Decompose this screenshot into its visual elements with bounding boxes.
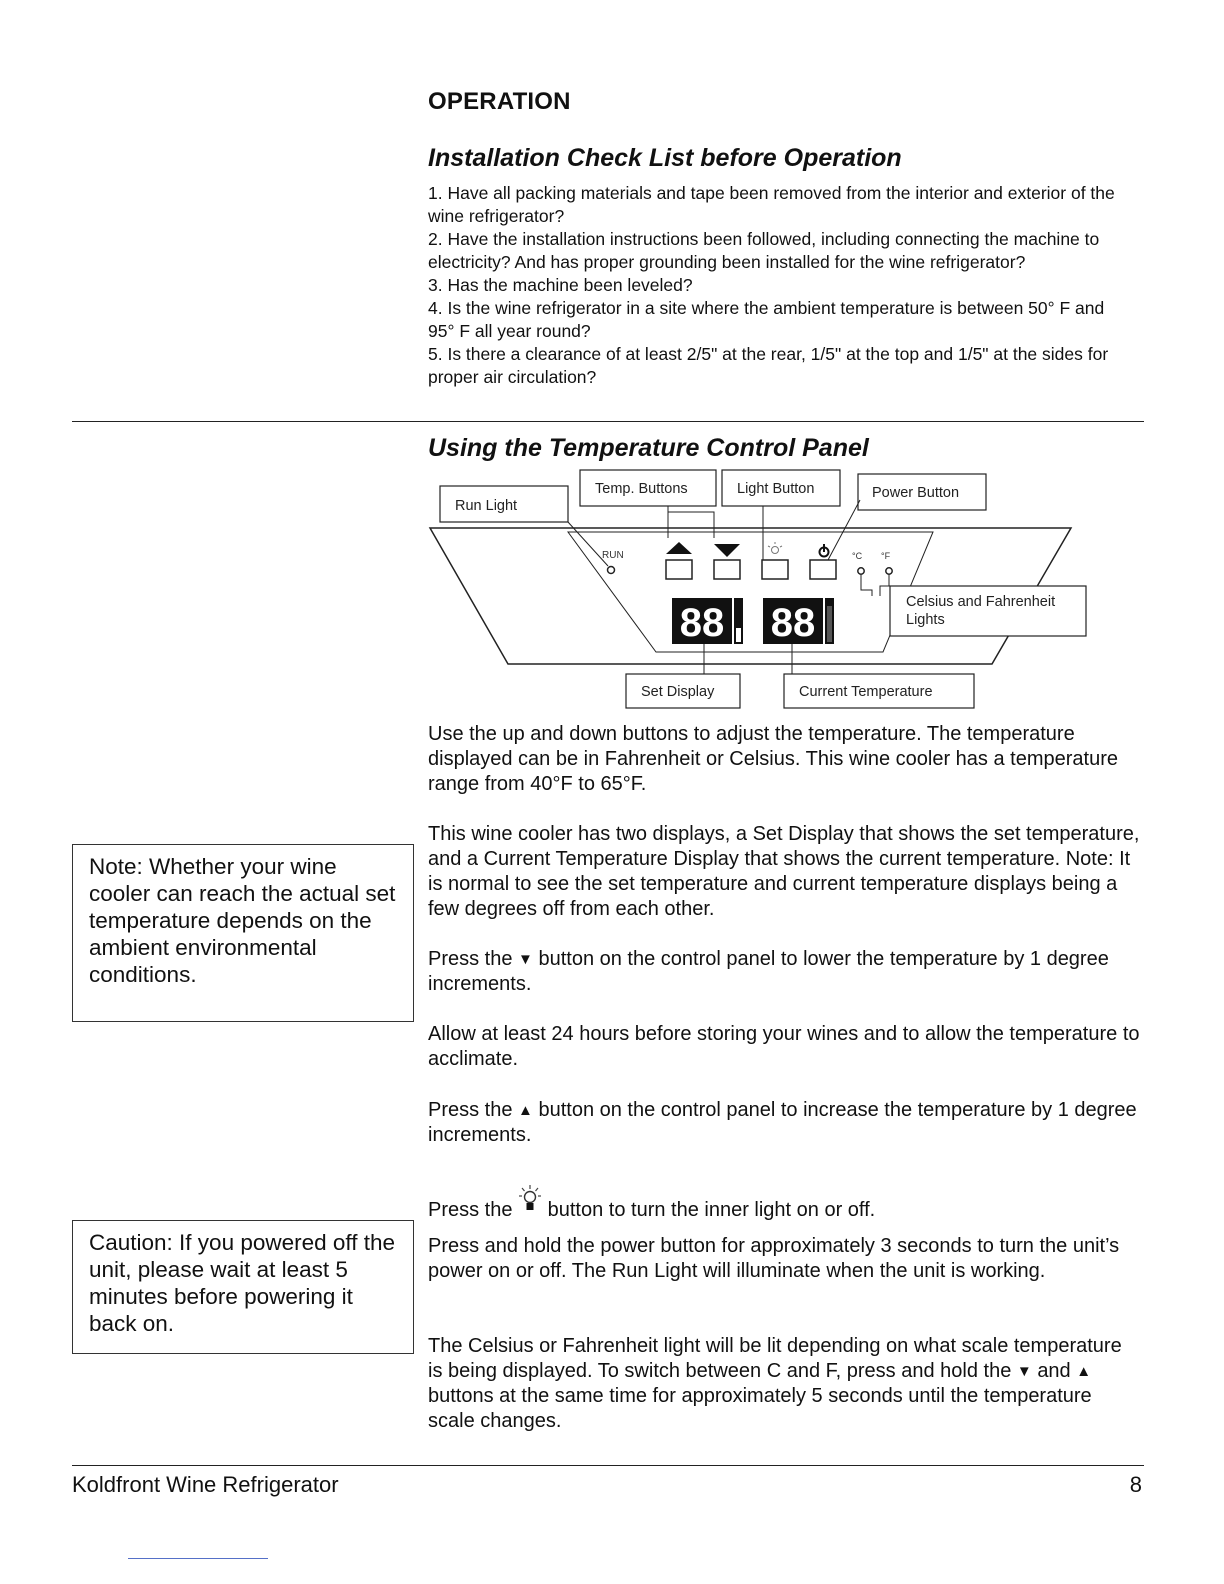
down-triangle-icon: ▼: [1016, 1363, 1032, 1380]
paragraph-displays: [428, 822, 1140, 922]
current-display-digits: 88: [770, 601, 816, 645]
checklist-item: 4. Is the wine refrigerator in a site where the ambient temperature is between 50° F and 95° F all year round?: [428, 298, 1105, 341]
paragraph-text: The Celsius or Fahrenheit light will be lit depending on what scale temperature is being displayed. To switch between C and F, press and hold the ▼ and ▲ buttons at the same time for approximately 5 seconds until the temperature scale changes.: [428, 1335, 1122, 1432]
power-button: [810, 560, 836, 579]
temp-up-button: [666, 560, 692, 579]
celsius-light: [858, 568, 864, 574]
panel-heading: Using the Temperature Control Panel: [428, 434, 869, 462]
paragraph-text: This wine cooler has two displays, a Set Display that shows the set temperature, and a Current Temperature Display that shows the current temperature. Note: It is normal to see the set temperature and current temperature displays being a few degrees off from each other.: [428, 823, 1140, 920]
down-triangle-icon: [714, 544, 740, 557]
checklist-item: 3. Has the machine been leveled?: [428, 275, 693, 295]
decorative-underline: [128, 1558, 268, 1559]
celsius-label: °C: [852, 551, 863, 561]
set-display-digits: 88: [679, 601, 725, 645]
paragraph-text: Press and hold the power button for approximately 3 seconds to turn the unit’s power on or off. The Run Light will illuminate when the unit is working.: [428, 1235, 1120, 1282]
paragraph-text: Press the ▼ button on the control panel to lower the temperature by 1 degree increments.: [428, 948, 1109, 995]
light-bulb-icon: [768, 542, 782, 554]
current-temperature-callout-label: Current Temperature: [799, 684, 933, 700]
run-label: RUN: [602, 550, 624, 561]
power-icon: [820, 544, 829, 557]
paragraph-lower-temp: [428, 947, 1140, 997]
set-display-callout-label: Set Display: [641, 684, 715, 700]
fahrenheit-label: °F: [881, 551, 891, 561]
section-divider: [72, 421, 1144, 422]
temp-down-button: [714, 560, 740, 579]
set-display: [672, 598, 743, 645]
checklist-item: 5. Is there a clearance of at least 2/5" at the rear, 1/5" at the top and 1/5" at the sides for proper air circulation?: [428, 344, 1109, 387]
paragraph-text: Press the ▲ button on the control panel to increase the temperature by 1 degree increments.: [428, 1099, 1137, 1146]
temp-buttons-callout-label: Temp. Buttons: [595, 481, 688, 497]
section-title: OPERATION: [428, 88, 571, 115]
light-button-callout-label: Light Button: [737, 481, 815, 497]
caution-box: Caution: If you powered off the unit, please wait at least 5 minutes before powering it back on.: [72, 1220, 414, 1354]
paragraph-text: Press the button to turn the inner light on or off.: [428, 1184, 1140, 1223]
light-bulb-icon: [518, 1184, 542, 1214]
footer-divider: [72, 1465, 1144, 1466]
power-button-callout-label: Power Button: [872, 485, 960, 501]
current-temperature-display: [763, 598, 834, 645]
up-triangle-icon: [666, 542, 692, 554]
paragraph-inner-light: [428, 1184, 1140, 1223]
footer-title: Koldfront Wine Refrigerator: [72, 1472, 339, 1497]
checklist-heading: Installation Check List before Operation: [428, 144, 902, 172]
checklist-item: 2. Have the installation instructions been followed, including connecting the machine to electricity? And has proper grounding been installed for the wine refrigerator?: [428, 229, 1100, 272]
down-triangle-icon: ▼: [518, 951, 533, 968]
paragraph-temperature-range: [428, 722, 1140, 797]
run-light-callout-label: Run Light: [455, 498, 518, 514]
page-number: 8: [1129, 1472, 1142, 1497]
up-triangle-icon: ▲: [518, 1102, 533, 1119]
paragraph-increase-temp: [428, 1098, 1140, 1148]
paragraph-acclimate: [428, 1022, 1140, 1072]
checklist-item: 1. Have all packing materials and tape been removed from the interior and exterior of the wine refrigerator?: [428, 183, 1115, 226]
paragraph-text: Allow at least 24 hours before storing your wines and to allow the temperature to acclimate.: [428, 1023, 1140, 1070]
control-panel-diagram: [428, 466, 1108, 716]
up-triangle-icon: ▲: [1076, 1363, 1092, 1380]
paragraph-power: [428, 1234, 1140, 1284]
paragraph-text: Use the up and down buttons to adjust the temperature. The temperature displayed can be in Fahrenheit or Celsius. This wine cooler has a temperature range from 40°F to 65°F.: [428, 723, 1118, 795]
paragraph-scale-switch: [428, 1334, 1140, 1434]
fahrenheit-light: [886, 568, 892, 574]
celsius-fahrenheit-callout-line2: Lights: [906, 612, 945, 628]
checklist: [428, 182, 1128, 389]
celsius-fahrenheit-callout-line1: Celsius and Fahrenheit: [906, 594, 1056, 610]
note-box: Note: Whether your wine cooler can reach the actual set temperature depends on the ambient environmental conditions.: [72, 844, 414, 1022]
light-button: [762, 560, 788, 579]
run-light-indicator: [608, 567, 615, 574]
